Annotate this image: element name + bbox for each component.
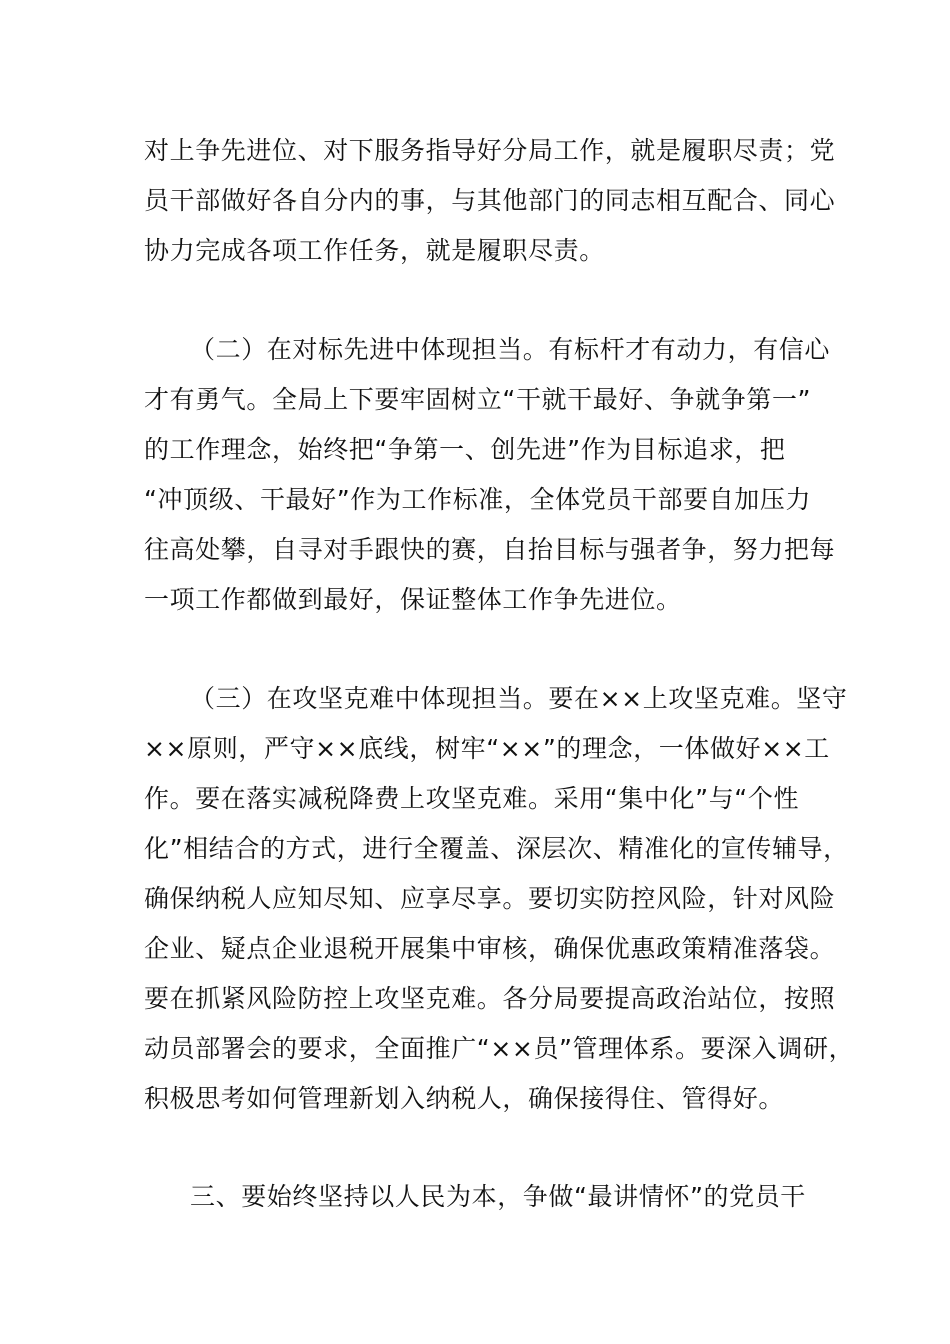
text-line: “冲顶级、干最好”作为工作标准，全体党员干部要自加压力 <box>144 485 812 514</box>
text-line: （三）在攻坚克难中体现担当。要在××上攻坚克难。坚守 <box>190 684 848 713</box>
text-line: 积极思考如何管理新划入纳税人，确保接得住、管得好。 <box>144 1084 785 1113</box>
text-line: 才有勇气。全局上下要牢固树立“干就干最好、争就争第一” <box>144 385 812 414</box>
text-line: 员干部做好各自分内的事，与其他部门的同志相互配合、同心 <box>144 186 836 215</box>
text-line: 企业、疑点企业退税开展集中审核，确保优惠政策精准落袋。 <box>144 934 836 963</box>
text-line: （二）在对标先进中体现担当。有标杆才有动力，有信心 <box>190 335 831 364</box>
text-line: 的工作理念，始终把“争第一、创先进”作为目标追求，把 <box>144 435 786 464</box>
text-line: 一项工作都做到最好，保证整体工作争先进位。 <box>144 585 682 614</box>
text-line: 对上争先进位、对下服务指导好分局工作，就是履职尽责；党 <box>144 136 836 165</box>
text-line: 协力完成各项工作任务，就是履职尽责。 <box>144 236 605 265</box>
text-line: 确保纳税人应知尽知、应享尽享。要切实防控风险，针对风险 <box>144 884 836 913</box>
text-line: 化”相结合的方式，进行全覆盖、深层次、精准化的宣传辅导， <box>144 834 849 863</box>
text-line: ××原则，严守××底线，树牢“××”的理念，一体做好××工 <box>144 734 830 763</box>
section-heading: 三、要始终坚持以人民为本，争做“最讲情怀”的党员干 <box>190 1182 806 1211</box>
text-line: 往高处攀，自寻对手跟快的赛，自抬目标与强者争，努力把每 <box>144 535 836 564</box>
text-line: 要在抓紧风险防控上攻坚克难。各分局要提高政治站位，按照 <box>144 984 836 1013</box>
text-line: 作。要在落实减税降费上攻坚克难。采用“集中化”与“个性 <box>144 784 800 813</box>
text-line: 动员部署会的要求，全面推广“××员”管理体系。要深入调研， <box>144 1034 855 1063</box>
